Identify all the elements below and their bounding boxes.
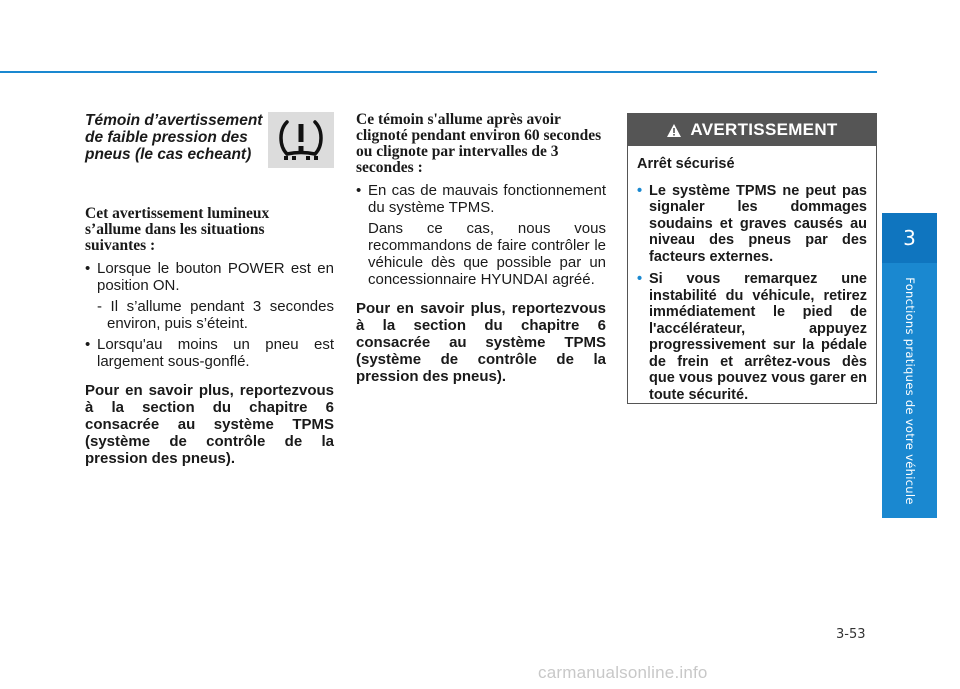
sub-item (85, 298, 334, 332)
page-number: 3-53 (836, 627, 866, 642)
warning-body (628, 146, 876, 403)
tpms-warning-icon-graphic (275, 118, 327, 162)
warning-bullet: • Le système TPMS ne peut pas signaler les dommages soudains et graves causés au niveau des pneus par des facteurs externes. (637, 183, 867, 266)
warning-title: Arrêt sécurisé (637, 156, 735, 172)
chapter-sidebar (882, 213, 937, 518)
warning-box (627, 113, 877, 404)
bullet-item: • En cas de mauvais fonctionnement du système TPMS. (356, 182, 606, 216)
column-middle (356, 112, 606, 385)
sub-item-text: - Il s’allume pendant 3 secondes environ, puis s’éteint. (97, 298, 334, 332)
watermark: carmanualsonline.info (538, 663, 708, 682)
warning-header (628, 114, 876, 146)
bullet-item: • Lorsque le bouton POWER est en position ON. (85, 260, 334, 294)
column-left (85, 112, 334, 467)
warning-header-text: AVERTISSEMENT (690, 120, 838, 139)
intro-text: Cet avertissement lumineux s’allume dans les situations suivantes : (85, 205, 270, 254)
chapter-label: Fonctions pratiques de votre véhicule (902, 276, 917, 505)
tpms-warning-icon (268, 112, 334, 168)
header-rule (0, 71, 877, 73)
warning-bullet: • Si vous remarquez une instabilité du véhicule, retirez immédiatement le pied de l'accélérateur, appuyez progressivement sur la pédale de frein et arrêtez-vous dès que vous pouvez vous garer en toute sécurité. (637, 271, 867, 403)
intro-text: Ce témoin s'allume après avoir clignoté pendant environ 60 secondes ou clignote par intervalles de 3 secondes : (356, 111, 602, 176)
chapter-number: 3 (882, 213, 937, 263)
warning-triangle-icon (666, 123, 682, 138)
reference-note: Pour en savoir plus, reportezvous à la section du chapitre 6 consacrée au système TPMS (système de contrôle de la pression des pneus). (85, 382, 334, 467)
paragraph: Dans ce cas, nous vous recommandons de faire contrôler le véhicule dès que possible par un concessionnaire HYUNDAI agréé. (368, 220, 606, 288)
reference-note: Pour en savoir plus, reportezvous à la section du chapitre 6 consacrée au système TPMS (système de contrôle de la pression des pneus). (356, 300, 606, 385)
section-heading: Témoin d’avertissement de faible pression des pneus (le cas echeant) (85, 112, 263, 163)
bullet-item: • Lorsqu'au moins un pneu est largement sous-gonflé. (85, 336, 334, 370)
chapter-label-wrapper (882, 263, 937, 518)
